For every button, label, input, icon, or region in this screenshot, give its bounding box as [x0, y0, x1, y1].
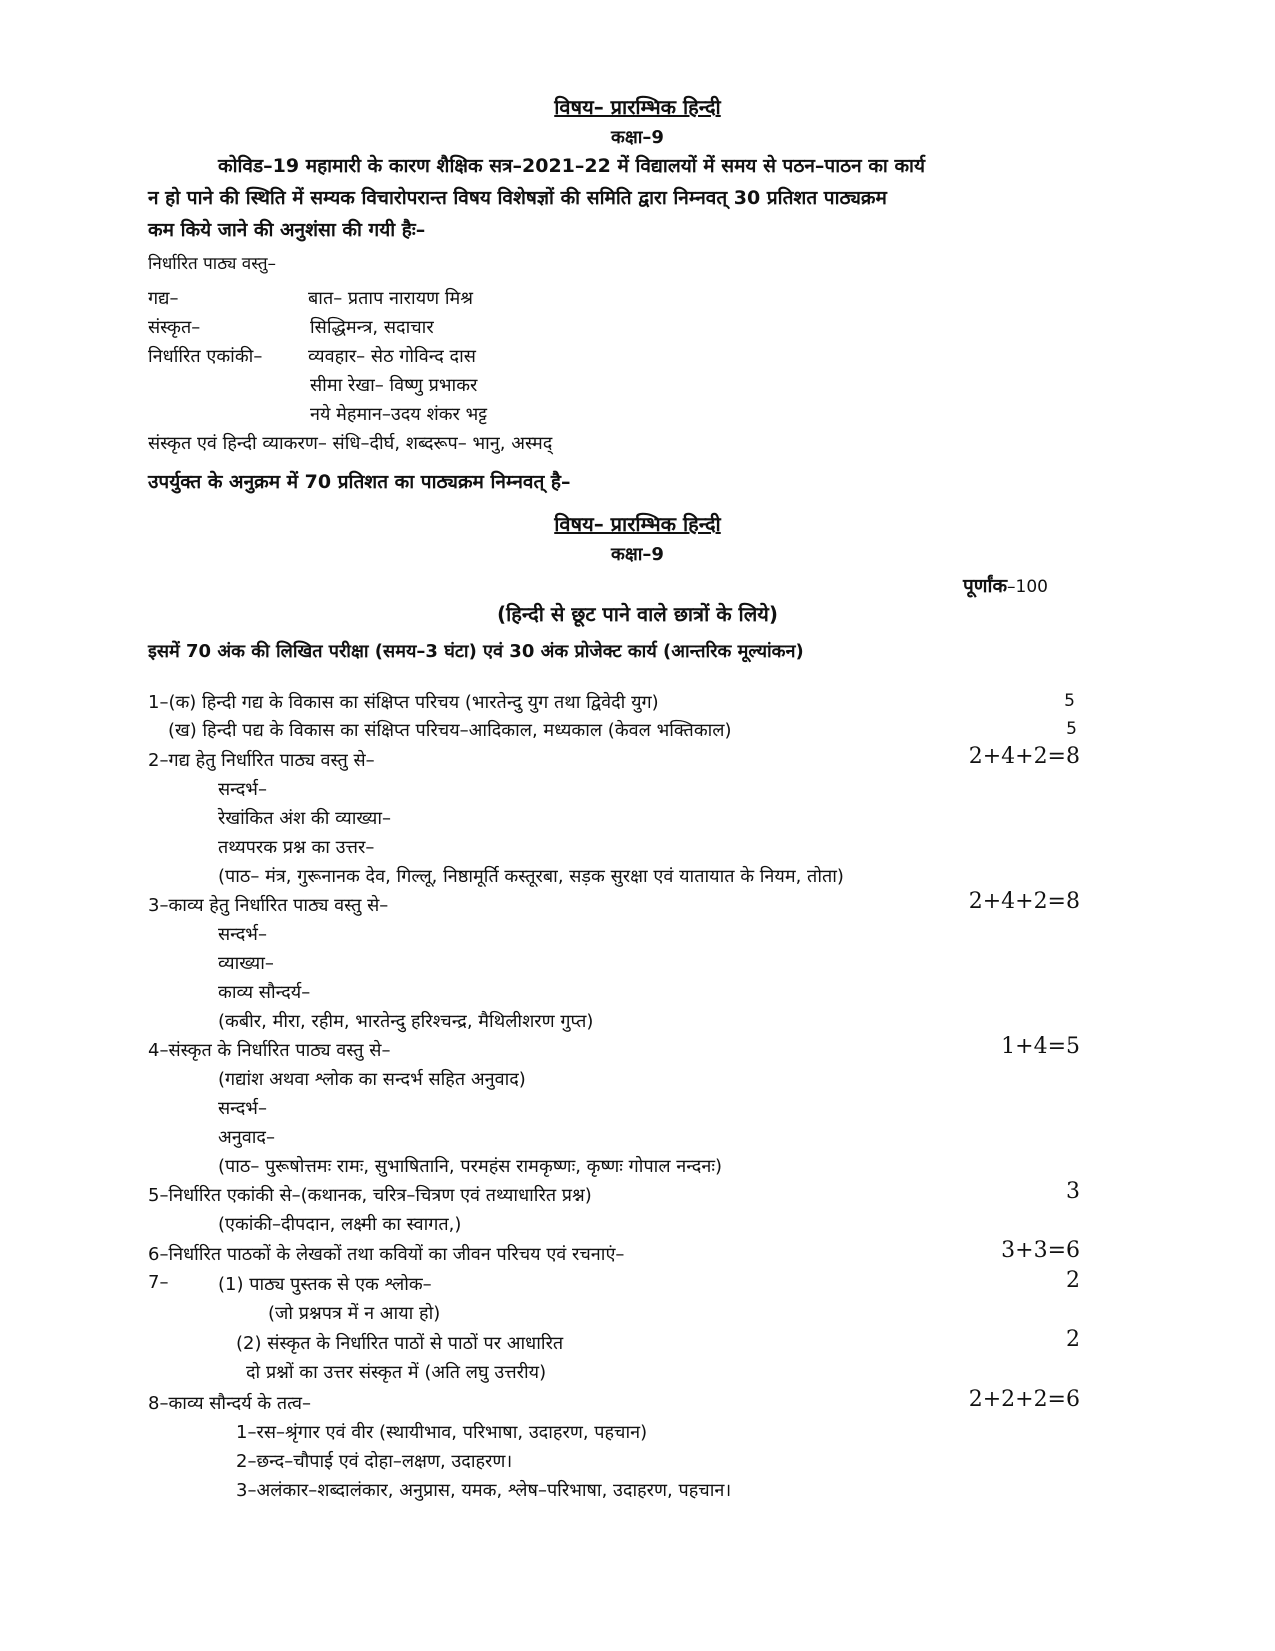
exam-note: इसमें 70 अंक की लिखित परीक्षा (समय–3 घंटा) एवं 30 अंक प्रोजेक्ट कार्य (आन्तरिक मूल्यांकन) [148, 641, 804, 662]
q5-text: 5–निर्धारित एकांकी से–(कथानक, चरित्र–चित्रण एवं तथ्याधारित प्रश्न) [148, 1185, 592, 1206]
full-marks-label: पूर्णांक [963, 575, 1008, 597]
q2-text: 2–गद्य हेतु निर्धारित पाठ्य वस्तु से– [148, 750, 375, 771]
q3-sub: काव्य सौन्दर्य– [218, 982, 311, 1003]
full-marks-value: –100 [1007, 577, 1048, 597]
full-marks [963, 572, 1048, 598]
q2-sub: तथ्यपरक प्रश्न का उत्तर– [218, 837, 375, 858]
prescribed-heading: निर्धारित पाठ्य वस्तु– [148, 254, 277, 274]
q4-sub: (पाठ– पुरूषोत्तमः रामः, सुभाषितानि, परमहंस रामकृष्णः, कृष्णः गोपाल नन्दनः) [218, 1156, 723, 1177]
q8-marks: 2+2+2=6 [968, 1387, 1080, 1412]
q7-part2-text: (2) संस्कृत के निर्धारित पाठों से पाठों पर आधारित [236, 1333, 564, 1354]
q8-text: 8–काव्य सौन्दर्य के तत्व– [148, 1393, 311, 1414]
prescribed-label: संस्कृत– [148, 317, 201, 338]
q3-sub: व्याख्या– [218, 953, 274, 974]
q8-sub: 3–अलंकार–शब्दालंकार, अनुप्रास, यमक, श्लेष–परिभाषा, उदाहरण, पहचान। [236, 1480, 732, 1501]
q1b-text: (ख) हिन्दी पद्य के विकास का संक्षिप्त परिचय–आदिकाल, मध्यकाल (केवल भक्तिकाल) [168, 720, 732, 741]
q6-marks: 3+3=6 [1001, 1238, 1080, 1263]
q6-text: 6–निर्धारित पाठकों के लेखकों तथा कवियों का जीवन परिचय एवं रचनाएं– [148, 1244, 625, 1265]
prescribed-label: निर्धारित एकांकी– [148, 346, 263, 367]
q3-marks: 2+4+2=8 [968, 889, 1080, 914]
subject-title-2: विषय– प्रारम्भिक हिन्दी [554, 512, 721, 536]
q8-sub: 2–छन्द–चौपाई एवं दोहा–लक्षण, उदाहरण। [236, 1451, 513, 1472]
sequence-heading: उपर्युक्त के अनुक्रम में 70 प्रतिशत का पाठ्यक्रम निम्नवत् है– [148, 471, 571, 493]
class-title-2: कक्षा–9 [611, 544, 664, 565]
prescribed-value: नये मेहमान–उदय शंकर भट्ट [310, 404, 488, 425]
subject-title: विषय– प्रारम्भिक हिन्दी [554, 95, 721, 119]
q3-sub: (कबीर, मीरा, रहीम, भारतेन्दु हरिश्चन्द्र, मैथिलीशरण गुप्त) [218, 1011, 594, 1032]
q4-sub: सन्दर्भ– [218, 1098, 267, 1119]
prescribed-value: सीमा रेखा– विष्णु प्रभाकर [310, 375, 478, 396]
q7-part2-sub: दो प्रश्नों का उत्तर संस्कृत में (अति लघु उत्तरीय) [246, 1362, 547, 1383]
q8-sub: 1–रस–श्रृंगार एवं वीर (स्थायीभाव, परिभाषा, उदाहरण, पहचान) [236, 1422, 648, 1443]
grammar-line: संस्कृत एवं हिन्दी व्याकरण– संधि–दीर्घ, शब्दरूप– भानु, अस्मद् [148, 433, 553, 454]
q4-sub: अनुवाद– [218, 1127, 275, 1148]
prescribed-value: बात– प्रताप नारायण मिश्र [308, 288, 474, 309]
q2-sub: सन्दर्भ– [218, 779, 267, 800]
intro-line-2: न हो पाने की स्थिति में सम्यक विचारोपरान्त विषय विशेषज्ञों की समिति द्वारा निम्नवत् 30 प्रतिशत पाठ्यक्रम [148, 187, 887, 209]
prescribed-value: सिद्धिमन्त्र, सदाचार [310, 317, 434, 338]
q7-part1-text: (1) पाठ्य पुस्तक से एक श्लोक– [218, 1274, 432, 1295]
q4-marks: 1+4=5 [1001, 1034, 1080, 1059]
class-title: कक्षा–9 [611, 127, 664, 148]
intro-line-3: कम किये जाने की अनुशंसा की गयी हैः– [148, 219, 426, 241]
q1a-marks: 5 [1064, 691, 1075, 711]
q1a-text: 1–(क) हिन्दी गद्य के विकास का संक्षिप्त परिचय (भारतेन्दु युग तथा द्विवेदी युग) [148, 692, 659, 713]
prescribed-label: गद्य– [148, 288, 179, 309]
q7-number: 7– [148, 1272, 169, 1293]
q5-sub: (एकांकी–दीपदान, लक्ष्मी का स्वागत,) [218, 1214, 462, 1235]
q2-sub: रेखांकित अंश की व्याख्या– [218, 808, 392, 829]
q4-sub: (गद्यांश अथवा श्लोक का सन्दर्भ सहित अनुवाद) [218, 1069, 526, 1090]
q7-part2-marks: 2 [1066, 1327, 1080, 1352]
q3-sub: सन्दर्भ– [218, 924, 267, 945]
prescribed-value: व्यवहार– सेठ गोविन्द दास [308, 346, 476, 367]
exempt-note: (हिन्दी से छूट पाने वाले छात्रों के लिये) [496, 602, 779, 626]
intro-line-1: कोविड–19 महामारी के कारण शैक्षिक सत्र–2021–22 में विद्यालयों में समय से पठन–पाठन का कार्य [218, 155, 925, 177]
q2-sub: (पाठ– मंत्र, गुरूनानक देव, गिल्लू, निष्ठामूर्ति कस्तूरबा, सड़क सुरक्षा एवं यातायात के नियम, तोता) [218, 866, 844, 887]
q3-text: 3–काव्य हेतु निर्धारित पाठ्य वस्तु से– [148, 895, 389, 916]
q4-text: 4–संस्कृत के निर्धारित पाठ्य वस्तु से– [148, 1040, 391, 1061]
q2-marks: 2+4+2=8 [968, 744, 1080, 769]
q5-marks: 3 [1066, 1179, 1080, 1204]
q7-part1-sub: (जो प्रश्नपत्र में न आया हो) [268, 1303, 441, 1324]
q1b-marks: 5 [1066, 719, 1077, 739]
q7-part1-marks: 2 [1066, 1268, 1080, 1293]
